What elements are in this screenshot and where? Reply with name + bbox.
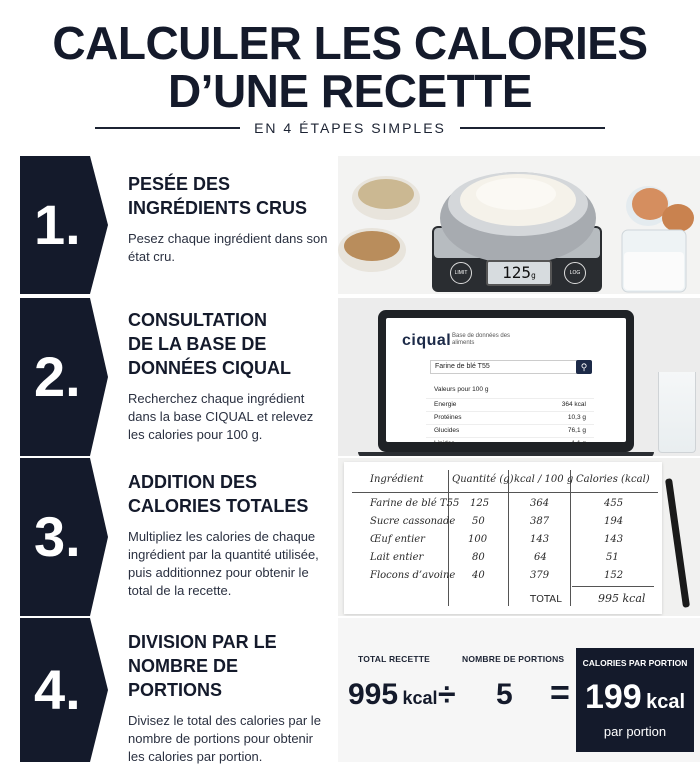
portions-value: 5	[496, 678, 513, 711]
step-2-number: 2.	[34, 345, 81, 408]
laptop-base	[358, 452, 654, 456]
nutrition-card	[426, 386, 594, 448]
step-1-badge	[20, 156, 108, 294]
step-2-heading-line1: CONSULTATION	[128, 310, 267, 330]
nutrition-row: Lipides 1,1 g	[426, 437, 594, 450]
step-4-heading-line1: DIVISION PAR LE	[128, 632, 277, 652]
result-value: 199 kcal	[584, 678, 686, 716]
result-box	[576, 648, 694, 752]
step-4-badge	[20, 618, 108, 762]
table-header-calories: Calories (kcal)	[576, 474, 650, 485]
step-4-heading-line2: NOMBRE DE PORTIONS	[128, 656, 239, 700]
total-recipe-label: TOTAL RECETTE	[358, 654, 431, 664]
scale-left-button: LIMIT	[450, 262, 472, 284]
nutrition-row: Glucides 76,1 g	[426, 424, 594, 437]
page-title-line2: D’UNE RECETTE	[167, 65, 533, 117]
step-1-illustration	[338, 156, 700, 294]
step-3-heading-line2: CALORIES TOTALES	[128, 496, 309, 516]
step-2-heading-line3: DONNÉES CIQUAL	[128, 358, 292, 378]
subtitle-text: EN 4 ÉTAPES SIMPLES	[254, 120, 446, 136]
table-header-kcal-100g: kcal / 100 g	[514, 474, 574, 485]
step-2-description: Recherchez chaque ingrédient dans la base CIQUAL et relevez les calories pour 100 g.	[128, 391, 314, 442]
calculation-sheet: Ingrédient Quantité (g) kcal / 100 g Calories (kcal) Farine de blé T55 125 364 455 Sucre cassonade 50 387 194 Œuf entier 100 143 143 Lait entier 80 64 51 Flocons d’avoine 40 379 152 TOTAL 995 kcal	[344, 462, 662, 614]
ciqual-tagline: Base de données des aliments	[452, 333, 511, 346]
step-2-heading-line2: DE LA BASE DE	[128, 334, 267, 354]
step-1-heading	[128, 172, 333, 220]
step-1-number: 1.	[34, 193, 81, 256]
portions-label: NOMBRE DE PORTIONS	[462, 654, 565, 664]
step-4-description: Divisez le total des calories par le nombre de portions pour obtenir les calories par portion.	[128, 713, 321, 764]
step-1-description: Pesez chaque ingrédient dans son état cru.	[128, 231, 328, 264]
water-glass	[658, 372, 696, 453]
table-header-ingredient: Ingrédient	[370, 474, 424, 485]
step-3	[0, 458, 700, 616]
table-total-value: 995 kcal	[598, 592, 646, 605]
step-3-heading-line1: ADDITION DES	[128, 472, 258, 492]
scale-display: 125g	[486, 260, 552, 286]
step-2-illustration	[338, 298, 700, 456]
step-2-badge	[20, 298, 108, 456]
scale-right-button: LOG	[564, 262, 586, 284]
step-1-heading-line2: INGRÉDIENTS CRUS	[128, 198, 308, 218]
step-4-illustration	[338, 618, 700, 762]
table-total-label: TOTAL	[530, 594, 562, 605]
pen	[665, 478, 690, 608]
nutrition-per-label: Valeurs pour 100 g	[434, 386, 489, 393]
laptop-screen	[386, 318, 626, 447]
total-recipe-value: 995 kcal	[348, 678, 438, 711]
step-3-illustration	[338, 458, 700, 616]
ciqual-logo: ciqual	[402, 332, 452, 349]
subtitle-divider-right	[460, 127, 605, 129]
page-title-line1: CALCULER LES CALORIES	[52, 17, 648, 69]
result-suffix: par portion	[603, 724, 667, 739]
step-4-heading	[128, 630, 333, 702]
result-label: CALORIES PAR PORTION	[582, 658, 688, 668]
step-3-badge	[20, 458, 108, 616]
step-4-number: 4.	[34, 658, 81, 721]
step-2	[0, 298, 700, 456]
nutrition-row: Energie 364 kcal	[426, 398, 594, 411]
step-2-heading	[128, 308, 333, 380]
equals-sign: =	[550, 674, 570, 712]
step-3-number: 3.	[34, 505, 81, 568]
step-3-heading	[128, 470, 333, 518]
search-icon: ⚲	[576, 360, 592, 374]
subtitle-divider-left	[95, 127, 240, 129]
step-3-description: Multipliez les calories de chaque ingrédient par la quantité utilisée, puis additionnez pour obtenir le total de la recette.	[128, 529, 319, 598]
subtitle	[0, 118, 700, 138]
nutrition-row: Protéines 10,3 g	[426, 411, 594, 424]
table-header-quantity: Quantité (g)	[452, 474, 514, 485]
ciqual-search-input: Farine de blé T55	[430, 360, 578, 374]
divide-sign: ÷	[438, 676, 456, 712]
laptop	[378, 310, 634, 452]
step-4	[0, 618, 700, 762]
step-1-heading-line1: PESÉE DES	[128, 174, 231, 194]
step-1	[0, 156, 700, 294]
